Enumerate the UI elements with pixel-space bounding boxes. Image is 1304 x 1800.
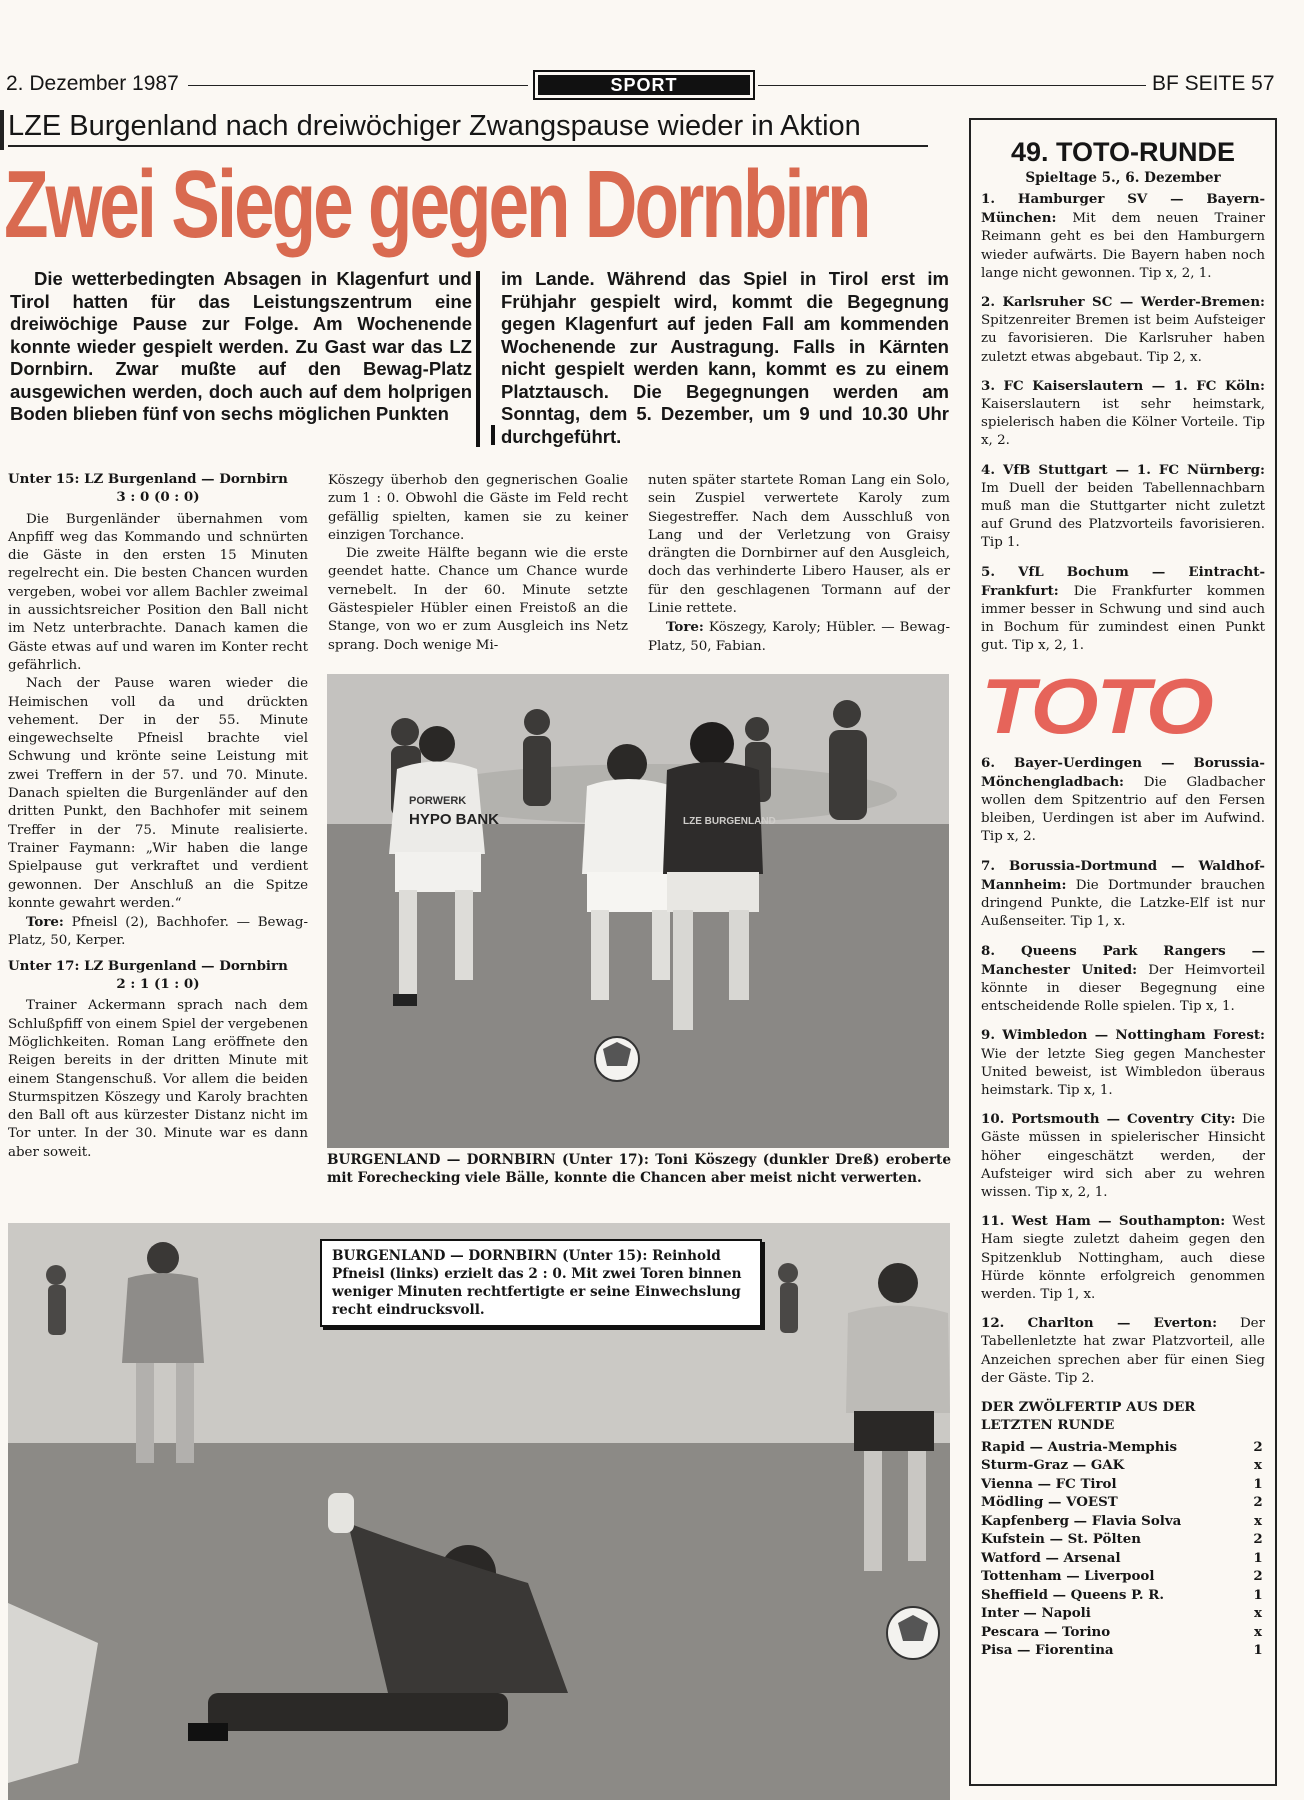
- toto-text-7: Die Dortmunder brauchen dringend Punkte, die Latzke-Elf ist nur Außenseiter. Tip 1, x.: [981, 877, 1265, 930]
- twelve-tip-row: [981, 1530, 1265, 1549]
- twelve-tip-row: [981, 1493, 1265, 1512]
- toto-teams-12: 12. Charlton — Everton:: [981, 1315, 1218, 1332]
- toto-text-5: Die Frankfurter kommen immer besser in Schwung und sind auch in Bochum für zumindest einen Punkt gut. Tip x, 2, 1.: [981, 583, 1265, 654]
- twelve-tip-value: 2: [1253, 1568, 1263, 1585]
- twelve-tip-value: x: [1254, 1605, 1262, 1622]
- twelve-tip-row: [981, 1475, 1265, 1494]
- photo-shirt-sponsor: HYPO BANK: [409, 811, 500, 828]
- u15-scorers-text: Pfneisl (2), Bachhofer. — Bewag-Platz, 50, Kerper.: [8, 915, 308, 949]
- toto-prediction-7: [981, 857, 1265, 932]
- col2-paragraph-1: Köszegy überhob den gegnerischen Goalie zum 1 : 0. Obwohl die Gäste im Feld recht gefällig spielten, kamen sie zu keiner einzigen Torchance.: [328, 473, 628, 543]
- u15-paragraph-1: Die Burgenländer übernahmen vom Anpfiff weg das Kommando und schnürten die Gäste in den ersten 15 Minuten regelrecht ein. Die besten Chancen wurden vergeben, wobei vor allem Bachler zweimal in aussichtsreicher Position den Ball nicht im Netz unterbrachte. Danach kamen die Gäste etwas auf und waren im Konter recht gefährlich.: [8, 511, 308, 673]
- photo-dark-shirt-text: LZE BURGENLAND: [683, 816, 776, 827]
- photo-u17-illustration: [327, 674, 949, 1148]
- toto-teams-4: 4. VfB Stuttgart — 1. FC Nürnberg:: [981, 461, 1265, 478]
- twelve-tip-row: [981, 1567, 1265, 1586]
- match-photo-u17: [327, 674, 949, 1148]
- toto-prediction-12: [981, 1314, 1265, 1388]
- toto-prediction-1: [981, 190, 1265, 283]
- u15-score: 3 : 0 (0 : 0): [116, 489, 200, 506]
- toto-teams-3: 3. FC Kaiserslautern — 1. FC Köln:: [981, 377, 1265, 394]
- u17-score: 2 : 1 (1 : 0): [116, 976, 200, 993]
- toto-text-8: Der Heimvorteil könnte in dieser Begegnung eine entscheidende Rolle spielen. Tip x, 1.: [981, 962, 1265, 1015]
- toto-teams-1: 1. Hamburger SV — Bayern-München:: [981, 191, 1265, 227]
- toto-text-11: West Ham siegte zuletzt daheim gegen den Spitzenklub Nottingham, auch diese Hürde könnte erfolgreich genommen werden. Tip 1, x.: [981, 1214, 1265, 1302]
- twelve-tip-match: Sheffield — Queens P. R.: [981, 1586, 1165, 1603]
- toto-prediction-8: [981, 942, 1265, 1017]
- toto-text-4: Im Duell der beiden Tabellennachbarn muß man die Stuttgarter nicht zuletzt auf Grund des Platzvorteils favorisieren. Tip 1.: [981, 480, 1265, 551]
- article-lead-right: im Lande. Während das Spiel in Tirol erst im Frühjahr gespielt wird, kommt die Begegnung gegen Klagenfurt auf jeden Fall am kommenden Wochenende zur Austragung. Falls in Kärnten nicht gespielt werden kann, kommt es zu einem Platztausch. Die Begegnungen werden am Sonntag, dem 5. Dezember, um 9 und 10.30 Uhr durchgeführt.: [501, 268, 949, 447]
- section-label: SPORT: [538, 75, 750, 95]
- toto-text-10: Die Gäste müssen in spielerischer Hinsicht höher eingeschätzt werden, der Aufsteiger wird sich aber zu wehren wissen. Tip x, 2, 1.: [981, 1112, 1265, 1200]
- photo-shirt-sponsor-top: PORWERK: [409, 795, 467, 807]
- twelve-tip-value: x: [1254, 1457, 1262, 1474]
- twelve-tip-row: [981, 1456, 1265, 1475]
- toto-text-6: Die Gladbacher wollen dem Spitzentrio auf den Fersen bleiben, Uerdingen ist aber im Aufwind. Tip x, 2.: [981, 774, 1265, 845]
- u17-heading: Unter 17: LZ Burgenland — Dornbirn: [8, 957, 288, 974]
- toto-prediction-9: [981, 1026, 1265, 1100]
- twelve-tip-match: Pescara — Torino: [981, 1623, 1111, 1640]
- toto-teams-11: 11. West Ham — Southampton:: [981, 1213, 1226, 1230]
- u17-scorers-label: Tore:: [666, 619, 704, 636]
- twelve-tip-value: x: [1254, 1623, 1262, 1640]
- toto-prediction-11: [981, 1212, 1265, 1304]
- twelve-tip-row: [981, 1604, 1265, 1623]
- toto-dates: Spieltage 5., 6. Dezember: [1025, 170, 1221, 186]
- twelve-tip-value: 1: [1253, 1586, 1263, 1603]
- page-header: [6, 70, 1280, 100]
- toto-logo-text: TOTO: [981, 661, 1212, 750]
- body-column-3: [648, 472, 950, 656]
- toto-text-9: Wie der letzte Sieg gegen Manchester United beweist, ist Wimbledon überaus heimstark. Tip x, 1.: [981, 1046, 1265, 1098]
- toto-prediction-5: [981, 563, 1265, 656]
- twelve-tip-row: [981, 1512, 1265, 1531]
- u15-scorers-label: Tore:: [26, 914, 64, 931]
- toto-teams-7: 7. Borussia-Dortmund — Waldhof-Mannheim:: [981, 857, 1265, 893]
- twelve-tip-value: x: [1254, 1512, 1262, 1529]
- header-rule-left: [188, 85, 528, 86]
- kicker-bar: [0, 110, 4, 150]
- section-label-box: [533, 70, 755, 100]
- toto-text-2: Spitzenreiter Bremen ist beim Aufsteiger zu favorisieren. Die Karlsruher haben zuletzt etwas abgebaut. Tip 2, x.: [981, 313, 1265, 365]
- twelve-tip-match: Kapfenberg — Flavia Solva: [981, 1512, 1182, 1529]
- toto-teams-6: 6. Bayer-Uerdingen — Borussia-Mönchengladbach:: [981, 754, 1265, 790]
- twelve-tip-value: 1: [1253, 1475, 1263, 1492]
- toto-teams-2: 2. Karlsruher SC — Werder-Bremen:: [981, 294, 1265, 311]
- col3-paragraph-1: nuten später startete Roman Lang ein Solo, sein Zuspiel verwertete Karoly zum Siegestreffer. Nach dem Ausschluß von Lang und der Verletzung von Graisy drängten die Dornbirner auf den Ausgleich, doch das verhinderte Libero Hauser, als er für den geschlagenen Tormann auf der Linie rettete.: [648, 473, 950, 617]
- u17-paragraph-1: Trainer Ackermann sprach nach dem Schlußpfiff von einem Spiel der vergebenen Möglichkeiten. Roman Lang eröffnete den Reigen bereits in der dritten Minute mit einem Stangenschuß. Vor allem die beiden Sturmspitzen Köszegy und Karoly brachten den Ball oft aus kürzester Distanz nicht im Tor unter. In der 30. Minute war es dann aber soweit.: [8, 998, 308, 1160]
- toto-sidebar: [969, 118, 1277, 1786]
- toto-prediction-2: [981, 293, 1265, 367]
- twelve-tip-row: [981, 1438, 1265, 1457]
- u17-scorers-text: Köszegy, Karoly; Hübler. — Bewag-Platz, 50, Fabian.: [648, 620, 950, 654]
- twelve-tip-match: Rapid — Austria-Memphis: [981, 1438, 1178, 1455]
- twelve-tip-value: 2: [1253, 1438, 1263, 1455]
- twelve-tip-value: 2: [1253, 1531, 1263, 1548]
- toto-teams-10: 10. Portsmouth — Coventry City:: [981, 1111, 1236, 1128]
- twelve-tip-match: Mödling — VOEST: [981, 1494, 1118, 1511]
- toto-teams-5: 5. VfL Bochum — Eintracht-Frankfurt:: [981, 563, 1265, 599]
- header-rule-right: [758, 85, 1146, 86]
- toto-prediction-10: [981, 1110, 1265, 1202]
- toto-prediction-4: [981, 461, 1265, 553]
- twelve-tip-match: Pisa — Fiorentina: [981, 1642, 1114, 1659]
- lead-divider: [476, 271, 480, 447]
- twelve-tip-match: Inter — Napoli: [981, 1605, 1091, 1622]
- twelve-tip-heading: DER ZWÖLFERTIP AUS DER LETZTEN RUNDE: [981, 1398, 1196, 1433]
- toto-teams-9: 9. Wimbledon — Nottingham Forest:: [981, 1027, 1265, 1044]
- toto-text-12: Der Tabellenletzte hat zwar Platzvorteil, alle Anzeichen sprechen aber für einen Sieg der Gäste. Tip 2.: [981, 1316, 1265, 1386]
- u15-paragraph-2: Nach der Pause waren wieder die Heimischen voll da und drückten vehement. Der in der 55. Minute eingewechselte Pfneisl brachte viel Schwung und krönte seine Leistung mit zwei Treffern in der 57. und 70. Minute. Danach spielten die Burgenländer auf den dritten Punkt, den Bachhofer mit seinem Treffer in der 75. Minute realisierte. Trainer Faymann: „Wir haben die lange Spielpause gut verkraftet und verdient gewonnen. Der Anschluß an die Spitze konnte gewahrt werden.“: [8, 676, 308, 911]
- toto-text-1: Mit dem neuen Trainer Reimann geht es bei den Hamburgern wieder aufwärts. Die Bayern haben noch lange nicht gewonnen. Tip x, 2, 1.: [981, 211, 1266, 281]
- col2-paragraph-2: Die zweite Hälfte begann wie die erste geendet hatte. Chance um Chance wurde vernebelt. In der 60. Minute setzte Gästespieler Hübler einen Freistoß an die Stange, von wo er zum Ausgleich ins Netz sprang. Doch wenige Mi-: [328, 546, 628, 653]
- twelve-tip-match: Tottenham — Liverpool: [981, 1568, 1155, 1585]
- twelve-tip-value: 1: [1253, 1549, 1263, 1566]
- twelve-tip-value: 2: [1253, 1494, 1263, 1511]
- article-kicker: LZE Burgenland nach dreiwöchiger Zwangspause wieder in Aktion: [8, 110, 928, 147]
- u15-heading: Unter 15: LZ Burgenland — Dornbirn: [8, 471, 288, 487]
- lead-divider-short: [491, 425, 495, 445]
- twelve-tip-value: 1: [1253, 1642, 1263, 1659]
- u15-scorers: [8, 913, 308, 951]
- toto-prediction-6: [981, 754, 1265, 847]
- u17-scorers: [648, 618, 950, 656]
- toto-logo: [981, 661, 1265, 750]
- body-column-2: [328, 472, 628, 655]
- twelve-tip-match: Watford — Arsenal: [981, 1549, 1121, 1566]
- article-lead-left: Die wetterbedingten Absagen in Klagenfurt und Tirol hatten für das Leistungszentrum eine dreiwöchige Pause zur Folge. Am Wochenende konnte wieder gespielt werden. Zu Gast war das LZ Dornbirn. Zwar mußte auf den Bewag-Platz ausgewichen werden, doch auch auf dem holprigen Boden blieben fünf von sechs möglichen Punkten: [10, 268, 472, 424]
- twelve-tip-list: [981, 1438, 1265, 1660]
- toto-teams-8: 8. Queens Park Rangers — Manchester United:: [981, 942, 1265, 978]
- article-headline: Zwei Siege gegen Dornbirn: [4, 151, 869, 258]
- twelve-tip-row: [981, 1641, 1265, 1660]
- toto-prediction-3: [981, 377, 1265, 451]
- twelve-tip-match: Kufstein — St. Pölten: [981, 1531, 1141, 1548]
- toto-text-3: Kaiserslautern ist sehr heimstark, spielerisch haben die Kölner Vorteile. Tip x, 2.: [981, 397, 1265, 449]
- photo-u15-caption: BURGENLAND — DORNBIRN (Unter 15): Reinhold Pfneisl (links) erzielt das 2 : 0. Mit zwei Toren binnen weniger Minuten rechtfertigte er seine Einwechslung recht eindrucksvoll.: [320, 1239, 762, 1327]
- twelve-tip-row: [981, 1549, 1265, 1568]
- toto-title: 49. TOTO-RUNDE: [1010, 137, 1236, 167]
- body-column-1: [8, 468, 308, 1162]
- twelve-tip-match: Vienna — FC Tirol: [981, 1475, 1117, 1492]
- twelve-tip-match: Sturm-Graz — GAK: [981, 1457, 1125, 1474]
- twelve-tip-row: [981, 1623, 1265, 1642]
- twelve-tip-row: [981, 1586, 1265, 1605]
- issue-date: 2. Dezember 1987: [6, 72, 179, 95]
- photo-u17-caption: BURGENLAND — DORNBIRN (Unter 17): Toni Köszegy (dunkler Dreß) eroberte mit Forechecking viele Bälle, konnte die Chancen aber meist nicht verwerten.: [327, 1152, 951, 1186]
- page-number: BF SEITE 57: [1152, 72, 1275, 95]
